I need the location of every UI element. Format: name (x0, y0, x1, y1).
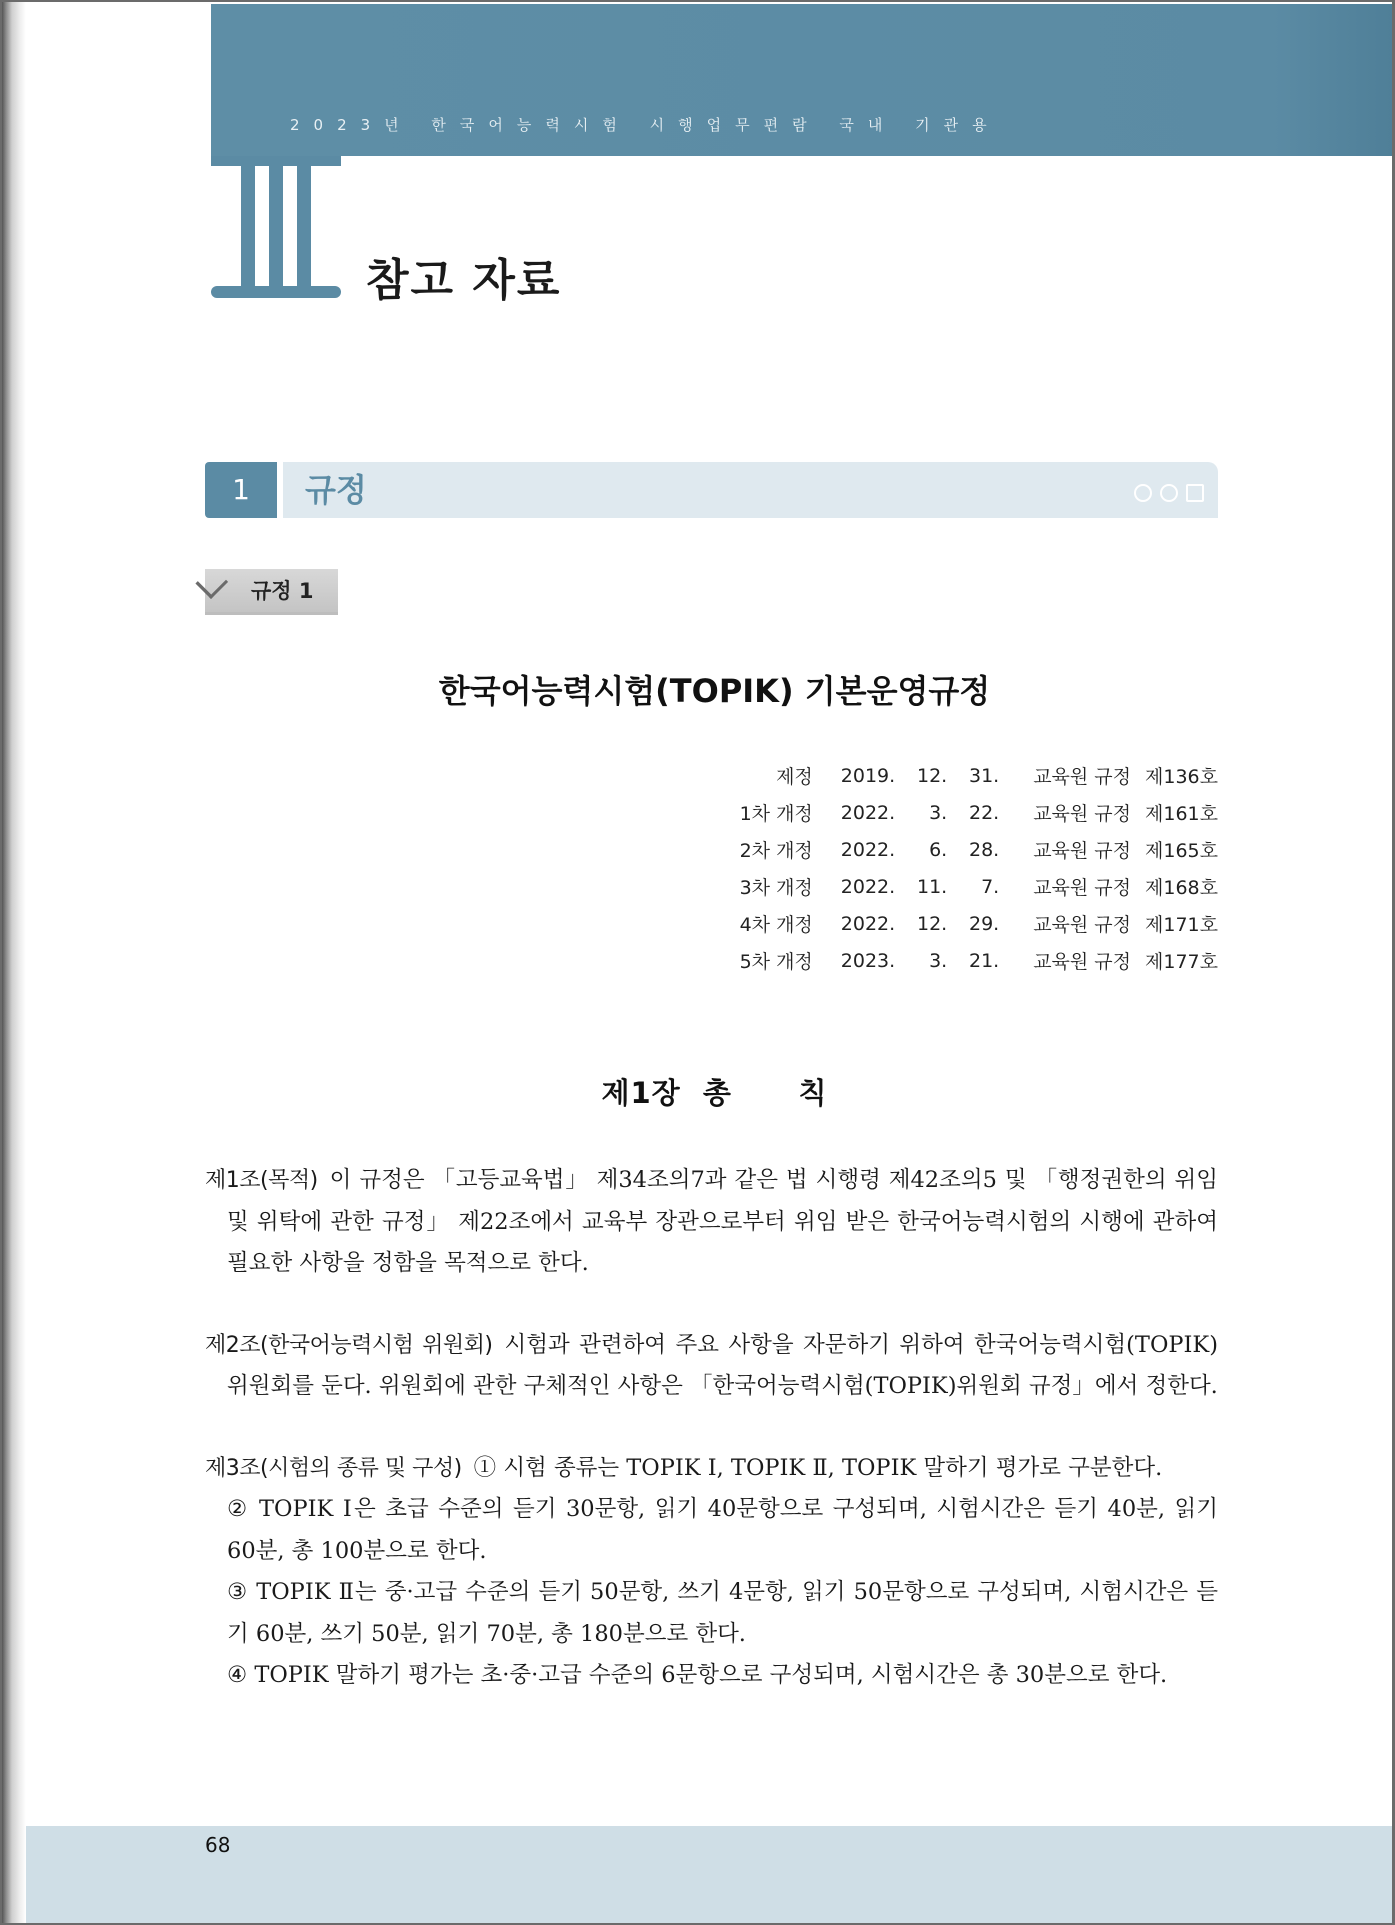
revision-month: 12. (916, 764, 948, 787)
section-number: 1 (205, 462, 277, 518)
revision-org: 교육원 규정 (1033, 840, 1132, 862)
revision-month: 12. (916, 912, 948, 935)
revision-kind: 4차 개정 (739, 914, 813, 936)
revision-day: 31. (968, 764, 1000, 787)
article-body: 시험과 관련하여 주요 사항을 자문하기 위하여 한국어능력시험(TOPIK)위원회를 둔다. 위원회에 관한 구체적인 사항은 「한국어능력시험(TOPIK)위원회 규정」에서 정한다. (227, 1331, 1218, 1399)
revision-org: 교육원 규정 (1033, 914, 1132, 936)
revision-no: 제171호 (1145, 914, 1218, 936)
revision-month: 3. (929, 949, 948, 972)
revision-year: 2022. (840, 875, 896, 898)
document-title: 한국어능력시험(TOPIK) 기본운영규정 (438, 672, 991, 710)
revision-kind: 1차 개정 (739, 803, 813, 825)
revision-day: 22. (968, 801, 1000, 824)
revision-no: 제165호 (1145, 840, 1218, 862)
article-item: ④ TOPIK 말하기 평가는 초·중·고급 수준의 6문항으로 구성되며, 시험시간은 총 30분으로 한다. (227, 1662, 1168, 1688)
revision-year: 2022. (840, 838, 896, 861)
article-item: ② TOPIK Ⅰ은 초급 수준의 듣기 30문항, 읽기 40문항으로 구성되며, 시험시간은 듣기 40분, 읽기 60분, 총 100분으로 한다. (227, 1496, 1218, 1564)
revision-no: 제161호 (1145, 803, 1218, 825)
revision-year: 2023. (840, 949, 896, 972)
revision-day: 29. (968, 912, 1000, 935)
revision-kind: 제정 (776, 766, 813, 788)
article-heading: 제3조(시험의 종류 및 구성) (205, 1455, 462, 1481)
chapter-heading: 제1장 총 칙 (601, 1076, 828, 1110)
article-body: 이 규정은 「고등교육법」 제34조의7과 같은 법 시행령 제42조의5 및 「행정권한의 위임 및 위탁에 관한 규정」 제22조에서 교육부 장관으로부터 위임 받은 한국어능력시험의 시행에 관하여 필요한 사항을 정함을 목적으로 한다. (227, 1167, 1218, 1276)
article-heading: 제1조(목적) (205, 1168, 318, 1193)
revision-org: 교육원 규정 (1033, 877, 1132, 899)
revision-year: 2022. (840, 912, 896, 935)
revision-month: 3. (929, 801, 948, 824)
revision-month: 11. (916, 875, 948, 898)
revision-no: 제177호 (1145, 951, 1218, 973)
page-number: 68 (205, 1833, 231, 1857)
revision-kind: 5차 개정 (739, 951, 813, 973)
revision-kind: 2차 개정 (739, 840, 813, 862)
part-title: 참고 자료 (366, 255, 562, 306)
revision-month: 6. (929, 838, 948, 861)
regulation-tag-label: 규정 1 (251, 579, 314, 603)
revision-day: 28. (968, 838, 1000, 861)
revision-no: 제168호 (1145, 877, 1218, 899)
revision-org: 교육원 규정 (1033, 766, 1132, 788)
revision-org: 교육원 규정 (1033, 951, 1132, 973)
revision-year: 2022. (840, 801, 896, 824)
revision-no: 제136호 (1145, 766, 1218, 788)
revision-year: 2019. (840, 764, 896, 787)
revision-day: 7. (981, 875, 1000, 898)
revision-kind: 3차 개정 (739, 877, 813, 899)
article-body: ① 시험 종류는 TOPIK Ⅰ, TOPIK Ⅱ, TOPIK 말하기 평가로 구분한다. (473, 1454, 1163, 1481)
section-title: 규정 (305, 471, 367, 509)
revision-org: 교육원 규정 (1033, 803, 1132, 825)
revision-day: 21. (968, 949, 1000, 972)
article-heading: 제2조(한국어능력시험 위원회) (205, 1332, 493, 1358)
running-header: 2023년 한국어능력시험 시행업무편람 국내 기관용 (290, 116, 1001, 134)
article-item: ③ TOPIK Ⅱ는 중·고급 수준의 듣기 50문항, 쓰기 4문항, 읽기 50문항으로 구성되며, 시험시간은 듣기 60분, 쓰기 50분, 읽기 70분, 총 180분으로 한다. (227, 1579, 1218, 1647)
